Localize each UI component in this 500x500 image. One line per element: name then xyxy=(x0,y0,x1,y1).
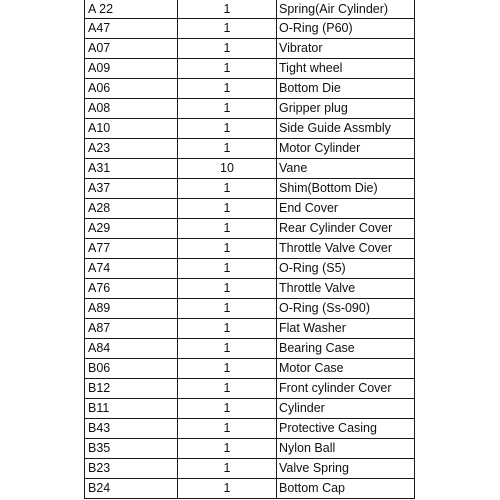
part-description-cell: O-Ring (Ss-090) xyxy=(277,299,415,319)
table-row xyxy=(85,239,415,259)
part-code-cell: A87 xyxy=(85,319,178,339)
table-row xyxy=(85,19,415,39)
quantity-cell: 1 xyxy=(178,119,277,139)
quantity-cell: 1 xyxy=(178,259,277,279)
quantity-cell: 1 xyxy=(178,39,277,59)
table-row xyxy=(85,359,415,379)
part-code-cell: B12 xyxy=(85,379,178,399)
table-row xyxy=(85,299,415,319)
quantity-cell: 1 xyxy=(178,299,277,319)
part-code-cell: B11 xyxy=(85,399,178,419)
table-row xyxy=(85,379,415,399)
quantity-cell: 1 xyxy=(178,19,277,39)
quantity-cell: 10 xyxy=(178,159,277,179)
part-description-cell: End Cover xyxy=(277,199,415,219)
part-code-cell: A23 xyxy=(85,139,178,159)
table-row xyxy=(85,199,415,219)
table-row xyxy=(85,419,415,439)
quantity-cell: 1 xyxy=(178,379,277,399)
part-description-cell: Bottom Cap xyxy=(277,479,415,499)
part-code-cell: A84 xyxy=(85,339,178,359)
part-description-cell: Gripper plug xyxy=(277,99,415,119)
table-row xyxy=(85,59,415,79)
quantity-cell: 1 xyxy=(178,439,277,459)
parts-table xyxy=(84,0,415,499)
part-code-cell: A08 xyxy=(85,99,178,119)
quantity-cell: 1 xyxy=(178,479,277,499)
part-code-cell: B24 xyxy=(85,479,178,499)
quantity-cell: 1 xyxy=(178,99,277,119)
table-row xyxy=(85,159,415,179)
part-code-cell: B35 xyxy=(85,439,178,459)
part-code-cell: A89 xyxy=(85,299,178,319)
table-row xyxy=(85,339,415,359)
part-code-cell: A06 xyxy=(85,79,178,99)
part-description-cell: Protective Casing xyxy=(277,419,415,439)
table-row xyxy=(85,139,415,159)
part-code-cell: B43 xyxy=(85,419,178,439)
part-code-cell: B06 xyxy=(85,359,178,379)
part-description-cell: Nylon Ball xyxy=(277,439,415,459)
part-code-cell: A77 xyxy=(85,239,178,259)
quantity-cell: 1 xyxy=(178,419,277,439)
quantity-cell: 1 xyxy=(178,459,277,479)
part-code-cell: A28 xyxy=(85,199,178,219)
quantity-cell: 1 xyxy=(178,219,277,239)
table-row xyxy=(85,319,415,339)
part-description-cell: Motor Cylinder xyxy=(277,139,415,159)
quantity-cell: 1 xyxy=(178,319,277,339)
part-description-cell: Bearing Case xyxy=(277,339,415,359)
table-row xyxy=(85,399,415,419)
part-description-cell: Valve Spring xyxy=(277,459,415,479)
part-code-cell: A47 xyxy=(85,19,178,39)
quantity-cell: 1 xyxy=(178,399,277,419)
quantity-cell: 1 xyxy=(178,279,277,299)
part-description-cell: Vane xyxy=(277,159,415,179)
part-code-cell: A07 xyxy=(85,39,178,59)
table-row xyxy=(85,0,415,19)
part-description-cell: Front cylinder Cover xyxy=(277,379,415,399)
part-description-cell: O-Ring (P60) xyxy=(277,19,415,39)
part-code-cell: B23 xyxy=(85,459,178,479)
part-description-cell: Throttle Valve xyxy=(277,279,415,299)
table-row xyxy=(85,179,415,199)
table-row xyxy=(85,79,415,99)
part-code-cell: A10 xyxy=(85,119,178,139)
part-code-cell: A 22 xyxy=(85,0,178,19)
table-row xyxy=(85,459,415,479)
table-row xyxy=(85,39,415,59)
part-description-cell: Throttle Valve Cover xyxy=(277,239,415,259)
part-code-cell: A74 xyxy=(85,259,178,279)
table-row xyxy=(85,259,415,279)
part-description-cell: Shim(Bottom Die) xyxy=(277,179,415,199)
quantity-cell: 1 xyxy=(178,0,277,19)
quantity-cell: 1 xyxy=(178,179,277,199)
quantity-cell: 1 xyxy=(178,199,277,219)
part-description-cell: Cylinder xyxy=(277,399,415,419)
quantity-cell: 1 xyxy=(178,339,277,359)
part-description-cell: O-Ring (S5) xyxy=(277,259,415,279)
part-code-cell: A29 xyxy=(85,219,178,239)
table-row xyxy=(85,439,415,459)
part-description-cell: Spring(Air Cylinder) xyxy=(277,0,415,19)
table-row xyxy=(85,479,415,499)
parts-table-body xyxy=(85,0,415,499)
table-row xyxy=(85,279,415,299)
part-description-cell: Vibrator xyxy=(277,39,415,59)
table-row xyxy=(85,219,415,239)
quantity-cell: 1 xyxy=(178,359,277,379)
table-row xyxy=(85,99,415,119)
part-description-cell: Tight wheel xyxy=(277,59,415,79)
quantity-cell: 1 xyxy=(178,139,277,159)
part-description-cell: Rear Cylinder Cover xyxy=(277,219,415,239)
quantity-cell: 1 xyxy=(178,79,277,99)
part-code-cell: A09 xyxy=(85,59,178,79)
quantity-cell: 1 xyxy=(178,239,277,259)
part-code-cell: A76 xyxy=(85,279,178,299)
part-description-cell: Bottom Die xyxy=(277,79,415,99)
part-description-cell: Flat Washer xyxy=(277,319,415,339)
part-description-cell: Motor Case xyxy=(277,359,415,379)
part-code-cell: A37 xyxy=(85,179,178,199)
quantity-cell: 1 xyxy=(178,59,277,79)
part-code-cell: A31 xyxy=(85,159,178,179)
table-row xyxy=(85,119,415,139)
part-description-cell: Side Guide Assmbly xyxy=(277,119,415,139)
